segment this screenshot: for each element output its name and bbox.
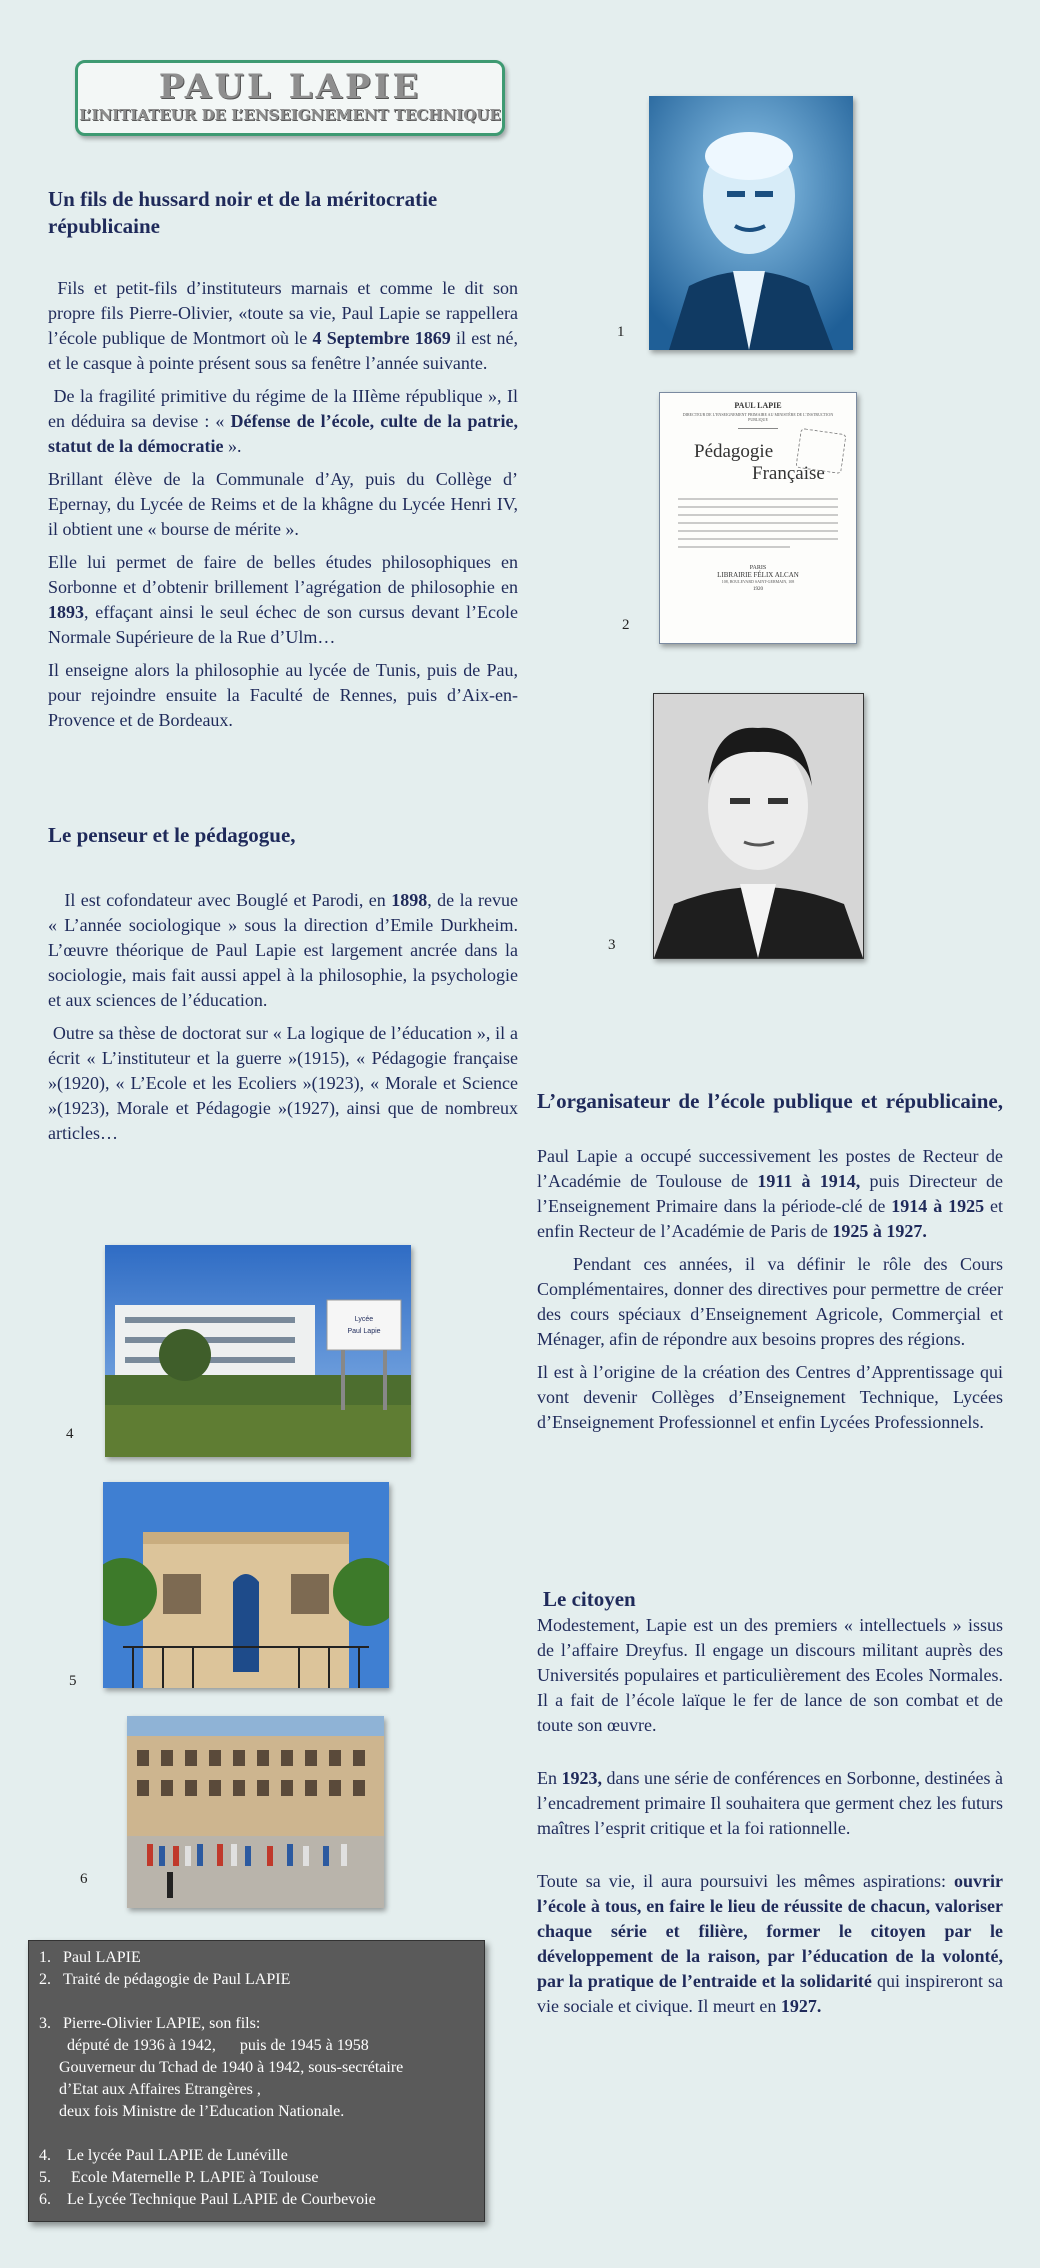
section-penseur bbox=[48, 822, 518, 1154]
figure-number: 1 bbox=[617, 324, 625, 340]
caption-line: 4. Le lycée Paul LAPIE de Lunéville bbox=[39, 2147, 288, 2164]
paragraph: Outre sa thèse de doctorat sur « La logique de l’éducation », il a écrit « L’instituteur et la guerre »(1915), « Pédagogie française »(1920), « L’Ecole et les Ecoliers »(1923), « Morale et Science »(1923), Morale et Pédagogie »(1927), ainsi que de nombreux articles… bbox=[48, 1023, 518, 1143]
caption-line: député de 1936 à 1942, puis de 1945 à 1958 bbox=[39, 2037, 369, 2054]
section-organisateur bbox=[537, 1088, 1003, 1443]
section-citoyen bbox=[537, 1586, 1003, 2027]
portrait-photo-1 bbox=[649, 96, 853, 350]
school-photo-5 bbox=[103, 1482, 389, 1688]
paragraph: Il est cofondateur avec Bouglé et Parodi, en 1898, de la revue « L’année sociologique » sous la direction d’Emile Durkheim. L’œuvre théorique de Paul Lapie est largement ancrée dans la sociologie, mais fait aussi appel à la philosophie, la psychologie et aux sciences de l’éducation. bbox=[48, 890, 519, 1010]
sign-line-2: Paul Lapie bbox=[347, 1328, 381, 1335]
book-author: PAUL LAPIE bbox=[734, 401, 782, 410]
figure-number: 3 bbox=[608, 937, 616, 953]
paragraph: Toute sa vie, il aura poursuivi les mêmes aspirations: ouvrir l’école à tous, en faire le lieu de réussite de chacun, valoriser chaque série et filière, former le citoyen par le développement de la raison, par l’éducation de la volonté, par la pratique de l’entraide et la solidarité qui inspireront sa vie sociale et civique. Il meurt en 1927. bbox=[537, 1871, 1003, 2016]
paragraph: Fils et petit-fils d’instituteurs marnais et comme le dit son propre fils Pierre-Olivier, «toute sa vie, Paul Lapie se rappellera l’école publique de Montmort où le 4 Septembre 1869 il est né, et le casque à pointe présent sous sa fenêtre l’année suivante. bbox=[48, 278, 518, 373]
book-cover-photo-2 bbox=[659, 392, 857, 644]
text-organisateur bbox=[537, 1144, 1003, 1435]
caption-line: deux fois Ministre de l’Education Nationale. bbox=[39, 2103, 345, 2120]
section-hussard bbox=[48, 186, 518, 741]
paragraph: Paul Lapie a occupé successivement les postes de Recteur de l’Académie de Toulouse de 1911 à 1914, puis Directeur de l’Enseignement Primaire dans la période-clé de 1914 à 1925 et enfin Recteur de l’Académie de Paris de 1925 à 1927. bbox=[537, 1146, 1004, 1241]
page-subtitle: L’INITIATEUR DE L’ENSEIGNEMENT TECHNIQUE bbox=[79, 106, 501, 124]
caption-line: 1. Paul LAPIE bbox=[39, 1949, 141, 1966]
school-photo-6 bbox=[127, 1716, 384, 1908]
title-box bbox=[75, 60, 505, 136]
heading-penseur: Le penseur et le pédagogue, bbox=[48, 823, 296, 847]
ecole-toulouse-image bbox=[103, 1482, 389, 1688]
book-stamp bbox=[795, 428, 846, 474]
book-title-1: Pédagogie bbox=[694, 441, 774, 462]
paragraph: En 1923, dans une série de conférences en Sorbonne, destinées à l’encadrement primaire Il souhaitera que germent chez les futurs maîtres l’esprit critique et la foi rationnelle. bbox=[537, 1768, 1003, 1838]
paragraph: Elle lui permet de faire de belles études philosophiques en Sorbonne et d’obtenir brillement l’agrégation de philosophie en 1893, effaçant ainsi le seul échec de son cursus devant l’Ecole Normale Supérieure de la Rue d’Ulm… bbox=[48, 552, 518, 647]
lycee-courbevoie-image bbox=[127, 1716, 384, 1908]
lycee-luneville-image bbox=[105, 1245, 411, 1457]
paragraph: De la fragilité primitive du régime de la IIIème république », Il en déduira sa devise : « Défense de l’école, culte de la patrie, statut de la démocratie ». bbox=[48, 386, 519, 456]
caption-line: 3. Pierre-Olivier LAPIE, son fils: bbox=[39, 2015, 261, 2032]
caption-line: 5. Ecole Maternelle P. LAPIE à Toulouse bbox=[39, 2169, 319, 2186]
text-penseur bbox=[48, 888, 518, 1146]
text-hussard bbox=[48, 276, 518, 733]
paragraph: Pendant ces années, il va définir le rôle des Cours Complémentaires, donner des directives pour permettre de créer des cours spéciaux d’Enseignement Agricole, Commerçial et Ménager, afin de répondre aux besoins propres des régions. bbox=[537, 1254, 1003, 1349]
caption-list bbox=[29, 1941, 484, 2211]
book-author-sub: DIRECTEUR DE L’ENSEIGNEMENT PRIMAIRE AU MINISTÈRE DE L’INSTRUCTION PUBLIQUE bbox=[682, 412, 834, 422]
book-address: 108, BOULEVARD SAINT-GERMAIN, 108 bbox=[721, 579, 795, 584]
paragraph: Modestement, Lapie est un des premiers « intellectuels » issus de l’affaire Dreyfus. Il engage un discours militant auprès des Universités populaires et particulièrement des Ecoles Normales. Il a fait de l’école laïque le fer de lance de son combat et de toute son œuvre. bbox=[537, 1615, 1003, 1735]
portrait-photo-3 bbox=[653, 693, 864, 959]
heading-organisateur: L’organisateur de l’école publique et républicaine, bbox=[537, 1089, 1003, 1113]
figure-number: 4 bbox=[66, 1426, 74, 1442]
figure-number: 2 bbox=[622, 617, 630, 633]
paragraph: Il enseigne alors la philosophie au lycée de Tunis, puis de Pau, pour rejoindre ensuite la Faculté de Rennes, puis d’Aix-en-Provence et de Bordeaux. bbox=[48, 660, 518, 730]
book-city: PARIS bbox=[749, 565, 767, 571]
book-year: 1920 bbox=[753, 587, 763, 592]
book-publisher: LIBRAIRIE FÉLIX ALCAN bbox=[717, 571, 799, 579]
caption-line bbox=[39, 1991, 484, 2013]
caption-box bbox=[28, 1940, 485, 2222]
son-portrait-image bbox=[654, 694, 863, 958]
text-citoyen bbox=[537, 1613, 1003, 2019]
school-photo-4 bbox=[105, 1245, 411, 1457]
figure-number: 6 bbox=[80, 1871, 88, 1887]
paragraph: Brillant élève de la Communale d’Ay, puis du Collège d’ Epernay, du Lycée de Reims et de la khâgne du Lycée Henri IV, il obtient une « bourse de mérite ». bbox=[48, 469, 518, 539]
figure-number: 5 bbox=[69, 1673, 77, 1689]
book-contents-lines bbox=[660, 493, 856, 563]
caption-line: Gouverneur du Tchad de 1940 à 1942, sous-secrétaire bbox=[39, 2059, 404, 2076]
portrait-image bbox=[649, 96, 853, 350]
caption-line bbox=[39, 2123, 484, 2145]
sign-line-1: Lycée bbox=[354, 1316, 374, 1323]
heading-citoyen: Le citoyen bbox=[543, 1587, 636, 1611]
caption-line: 6. Le Lycée Technique Paul LAPIE de Courbevoie bbox=[39, 2191, 376, 2208]
book-title-2: Française bbox=[752, 463, 825, 484]
paragraph: Il est à l’origine de la création des Centres d’Apprentissage qui vont devenir Collèges d’Enseignement Technique, Lycées d’Enseignement Professionnel et enfin Lycées Professionnels. bbox=[537, 1362, 1003, 1432]
heading-hussard: Un fils de hussard noir et de la méritocratie républicaine bbox=[48, 187, 438, 238]
caption-line: d’Etat aux Affaires Etrangères , bbox=[39, 2081, 261, 2098]
page-title: PAUL LAPIE bbox=[158, 67, 422, 107]
caption-line: 2. Traité de pédagogie de Paul LAPIE bbox=[39, 1971, 291, 1988]
